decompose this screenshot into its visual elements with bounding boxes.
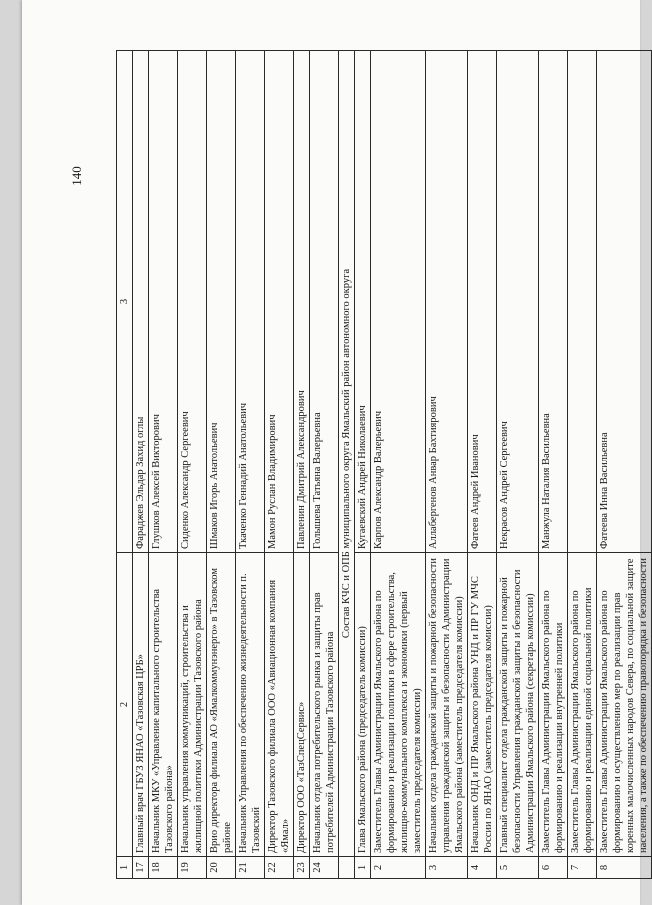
table-cell: Павленин Дмитрий Александрович <box>294 51 310 553</box>
table-cell: Шмаков Игорь Анатольевич <box>207 51 236 553</box>
page-number: 140 <box>69 166 84 186</box>
table-cell: 20 <box>207 857 236 879</box>
table-row <box>568 51 597 879</box>
section-title: Состав КЧС и ОПБ муниципального округа Ямальский район автономного округа <box>339 51 355 857</box>
table-cell: Начальник ОНД и ПР Ямальского района УНД и ПР ГУ МЧС России по ЯНАО (заместитель председателя комиссии) <box>468 553 497 857</box>
table-row <box>178 51 207 879</box>
table-cell: Голышева Татьяна Валерьевна <box>310 51 339 553</box>
table-cell: Манжула Наталия Васильевна <box>539 51 568 553</box>
table-row <box>133 51 149 879</box>
table-cell <box>568 51 597 553</box>
table-row <box>468 51 497 879</box>
table-cell: 17 <box>133 857 149 879</box>
table-header-row <box>117 51 133 879</box>
section-row <box>339 51 355 879</box>
table-cell: Кугаевский Андрей Николаевич <box>355 51 371 553</box>
table-cell: Директор Тазовского филиала ООО «Авиационная компания «Ямал» <box>265 553 294 857</box>
table-cell: 19 <box>178 857 207 879</box>
table-row <box>371 51 426 879</box>
table-cell: 23 <box>294 857 310 879</box>
table-row <box>426 51 468 879</box>
table-cell: Заместитель Главы Администрации Ямальского района по формированию и реализации политики в сфере строительства, жилищно-коммунального комплекса и экономики (первый заместитель председателя комиссии) <box>371 553 426 857</box>
table-cell: Начальник отдела потребительского рынка и защиты прав потребителей Администрации Тазовского района <box>310 553 339 857</box>
table-cell: 5 <box>497 857 539 879</box>
table-cell: Ткаченко Геннадий Анатольевич <box>236 51 265 553</box>
table-cell: 18 <box>149 857 178 879</box>
table-cell: Главный врач ГБУЗ ЯНАО «Тазовская ЦРБ» <box>133 553 149 857</box>
header-cell: 1 <box>117 857 133 879</box>
table-cell: 21 <box>236 857 265 879</box>
table-cell: Карпов Александр Валерьевич <box>371 51 426 553</box>
document-page <box>22 0 649 905</box>
table-cell: Начальник отдела гражданской защиты и пожарной безопасности управления гражданской защиты и безопасности Администрации Ямальского района (заместитель председателя комиссии) <box>426 553 468 857</box>
commission-table <box>116 50 652 879</box>
table-row <box>149 51 178 879</box>
table-cell: Главный специалист отдела гражданской защиты и пожарной безопасности Управления гражданской защиты и безопасности Администрации Ямальского района (секретарь комиссии) <box>497 553 539 857</box>
table-cell: 3 <box>426 857 468 879</box>
table-row <box>355 51 371 879</box>
table-cell: 6 <box>539 857 568 879</box>
section-empty-cell <box>339 857 355 879</box>
table-row <box>294 51 310 879</box>
header-cell: 3 <box>117 51 133 553</box>
table-cell: Аллабергенов Анвар Бахтиярович <box>426 51 468 553</box>
table-cell: Начальник управления коммуникаций, строительства и жилищной политики Администрации Тазовского района <box>178 553 207 857</box>
table-cell: 8 <box>597 857 652 879</box>
table-cell: 24 <box>310 857 339 879</box>
table-cell: Директор ООО «ТазСпецСервис» <box>294 553 310 857</box>
table-cell: Заместитель Главы Администрации Ямальского района по формированию и осуществлению мер по реализации прав коренных малочисленных народов Севера, по социальной защите населения, а также по обеспечению правопорядка и безопасности <box>597 553 652 857</box>
table-cell: Глушков Алексей Викторович <box>149 51 178 553</box>
table-cell: Заместитель Главы Администрации Ямальского района по формированию и реализации внутренней политики <box>539 553 568 857</box>
table-cell: Фатеев Андрей Иванович <box>468 51 497 553</box>
table-cell: Мамон Руслан Владимирович <box>265 51 294 553</box>
header-cell: 2 <box>117 553 133 857</box>
table-cell: Заместитель Главы Администрации Ямальского района по формированию и реализации единой социальной политики <box>568 553 597 857</box>
table-cell: 4 <box>468 857 497 879</box>
table-cell: 2 <box>371 857 426 879</box>
table-row <box>539 51 568 879</box>
table-cell: 7 <box>568 857 597 879</box>
table-row <box>265 51 294 879</box>
table-cell: Врио директора филиала АО «Ямалкоммунэнерго» в Тазовском районе <box>207 553 236 857</box>
table-cell: Начальник МКУ «Управление капитального строительства Тазовского района» <box>149 553 178 857</box>
table-cell: Фараджев Эльдар Захид оглы <box>133 51 149 553</box>
table-row <box>597 51 652 879</box>
table-row <box>497 51 539 879</box>
table-cell: Начальник Управления по обеспечению жизнедеятельности п. Тазовский <box>236 553 265 857</box>
table-cell: Глава Ямальского района (председатель комиссии) <box>355 553 371 857</box>
table-cell: Фатеева Инна Васильевна <box>597 51 652 553</box>
table-cell: 22 <box>265 857 294 879</box>
rotated-table-wrapper <box>116 51 649 879</box>
table-row <box>236 51 265 879</box>
table-row <box>310 51 339 879</box>
table-row <box>207 51 236 879</box>
table-cell: 1 <box>355 857 371 879</box>
table-cell: Некрасов Андрей Сергеевич <box>497 51 539 553</box>
table-cell: Сиденко Александр Сергеевич <box>178 51 207 553</box>
